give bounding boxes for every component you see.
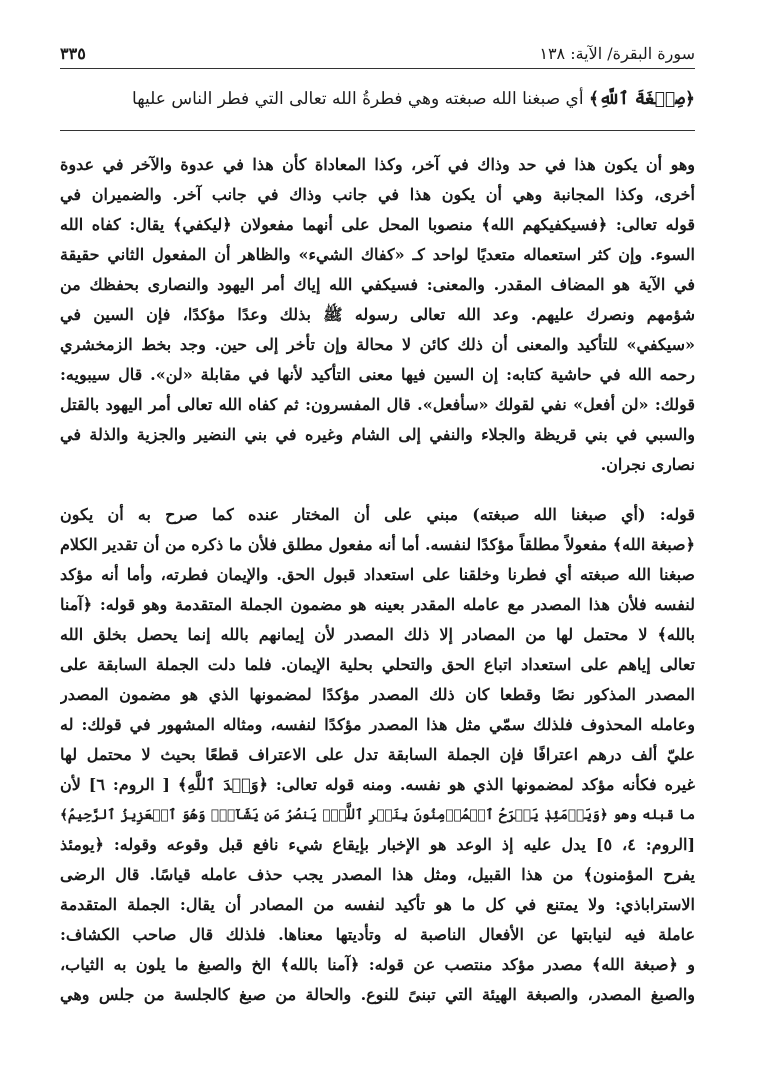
lead-line-text: (أي صبغنا الله صبغته) مبني على أن المختار عنده كما صرح به أن يكون xyxy=(60,505,660,524)
text-line: وهو أن يكون هذا في حد وذاك في آخر، وكذا المعاداة كأن هذا في عدوة والآخر في عدوة xyxy=(60,155,695,174)
matn-line xyxy=(60,84,695,114)
text-line: عاملة فيه لنيابتها عن الأفعال الناصبة له وتأديتها معناها. فلذلك قال صاحب الكشاف: xyxy=(60,925,695,944)
text-line xyxy=(60,500,695,530)
commentary-paragraph-1 xyxy=(60,150,695,480)
text-line: يفرح المؤمنون﴾ من هذا القبيل، ومثل هذا المصدر يجب حذف عامله قياسًا. قال الرضى xyxy=(60,865,695,884)
text-line: نصارى نجران. xyxy=(600,455,695,474)
text-line: شؤمهم ونصرك عليهم. وعد الله تعالى رسوله ﷺ بذلك وعدًا مؤكدًا، فإن السين في xyxy=(60,305,695,324)
text-line: الاستراباذي: ولا يمتنع في كل ما هو تأكيد لنفسه من المصادر أن يقال: الجملة المتقدمة xyxy=(60,895,695,914)
matn-divider xyxy=(60,130,695,131)
surah-verse-title: سورة البقرة/ الآية: ١٣٨ xyxy=(539,43,695,63)
text-line: [الروم: ٤، ٥] يدل عليه إذ الوعد هو الإخبار بإيقاع شيء نافع قبل وقوعه وقوله: ﴿يومئذ xyxy=(60,835,695,854)
text-line: ما قبله وهو ﴿وَيَوۡمَئِذٖ يَفۡرَحُ ٱلۡمُؤۡمِنُونَ بِنَصۡرِ ٱللَّهِۚ يَنصُرُ مَن يَشَآءُۖ وَهُوَ ٱلۡعَزِيزُ ٱلرَّحِيمُ﴾ xyxy=(60,807,695,823)
text-line: تعالى إياهم على استعداد اتباع الحق والتحلي بحلية الإيمان. فلما دلت الجملة السابقة على xyxy=(60,655,695,674)
text-line: وعامله المحذوف فلذلك سمّي مثل هذا المصدر مؤكدًا لنفسه، ومثاله المشهور في قولك: له xyxy=(60,715,695,734)
text-line: غيره فكأنه مؤكد لمضمونها الذي هو نفسه. ومنه قوله تعالى: ﴿وَعۡدَ ٱللَّهِ﴾ [ الروم: ٦] لأن xyxy=(60,775,695,794)
commentary-paragraph-2 xyxy=(60,500,695,1010)
text-line: «سيكفي» للتأكيد والمعنى أن ذلك كائن لا محالة وإن تأخر إلى حين. وجد بخط الزمخشري xyxy=(60,335,695,354)
text-line: صبغنا الله صبغته أي فطرنا وخلقنا على استعداد قبول الحق. والإيمان فطرته، وأما أنه مؤكد xyxy=(60,565,695,584)
qawluhu-lead: قوله: xyxy=(659,505,695,524)
page-number: ٣٣٥ xyxy=(60,43,86,63)
text-line: والصبغ المصدر، والصبغة الهيئة التي تبنىً للنوع. والحالة من صبغ كالجلسة من جلس وهي xyxy=(60,985,695,1004)
text-line: في الآية هو المضاف المقدر. والمعنى: فسيكفي الله إياك أمر اليهود والنصارى بحفظك من xyxy=(60,275,695,294)
header-divider xyxy=(60,68,695,69)
text-line: المصدر المذكور نصًا وقطعا كان ذلك المصدر مؤكدًا لمضمونها الذي هو مضمون المصدر xyxy=(60,685,695,704)
text-line: عليّ ألف درهم اعترافًا فإن الجملة السابقة تدل على الاعتراف قطعًا بحيث لا محتمل لها xyxy=(60,745,695,764)
text-line: لنفسه فلأن هذا المصدر مع عامله المقدر بعينه هو مضمون الجملة المتقدمة وهو قوله: ﴿آمنا xyxy=(60,595,695,614)
quran-quote: ﴿صِبۡغَةَ ٱللَّهِ﴾ xyxy=(588,89,695,109)
text-line: بالله﴾ لا محتمل لها من المصادر إلا ذلك المصدر لأن إيمانهم بالله إنما يحصل بخلق الله xyxy=(60,625,695,644)
text-line: قولك: «لن أفعل» نفي لقولك «سأفعل». قال المفسرون: ثم كفاه الله تعالى أمر اليهود بالقتل xyxy=(60,395,695,414)
text-line: رحمه الله في حاشية كتابه: إن السين فيها معنى التأكيد لأنها في مقابلة «لن». قال سيبويه: xyxy=(60,365,695,384)
page-header xyxy=(60,38,695,68)
text-line: السوء. وإن كثر استعماله متعديًا لواحد كـ «كفاك الشيء» والظاهر أن المفعول الثاني حقيقة xyxy=(60,245,695,264)
text-line: قوله تعالى: ﴿فسيكفيكهم الله﴾ منصوبا المحل على أنهما مفعولان ﴿ليكفي﴾ يقال: كفاه الله xyxy=(60,215,695,234)
text-line: و ﴿صبغة الله﴾ مصدر مؤكد منتصب عن قوله: ﴿آمنا بالله﴾ الخ والصبغ ما يلون به الثياب، xyxy=(60,955,695,974)
text-line: والسبي في بني قريظة والجلاء والنفي إلى الشام وغيره في بني النضير والجزية والذلة في xyxy=(60,425,695,444)
text-line: أخرى، وكذا المجانبة وهي أن يكون هذا في جانب وذاك في جانب آخر. والضميران في xyxy=(60,185,695,204)
text-line: ﴿صبغة الله﴾ مفعولاً مطلقاً مؤكدًا لنفسه. أما أنه مفعول مطلق فلأن ما ذكره من أن تقدير الكلام xyxy=(60,535,695,554)
matn-text: أي صبغنا الله صبغته وهي فطرةُ الله تعالى التي فطر الناس عليها xyxy=(132,89,589,109)
